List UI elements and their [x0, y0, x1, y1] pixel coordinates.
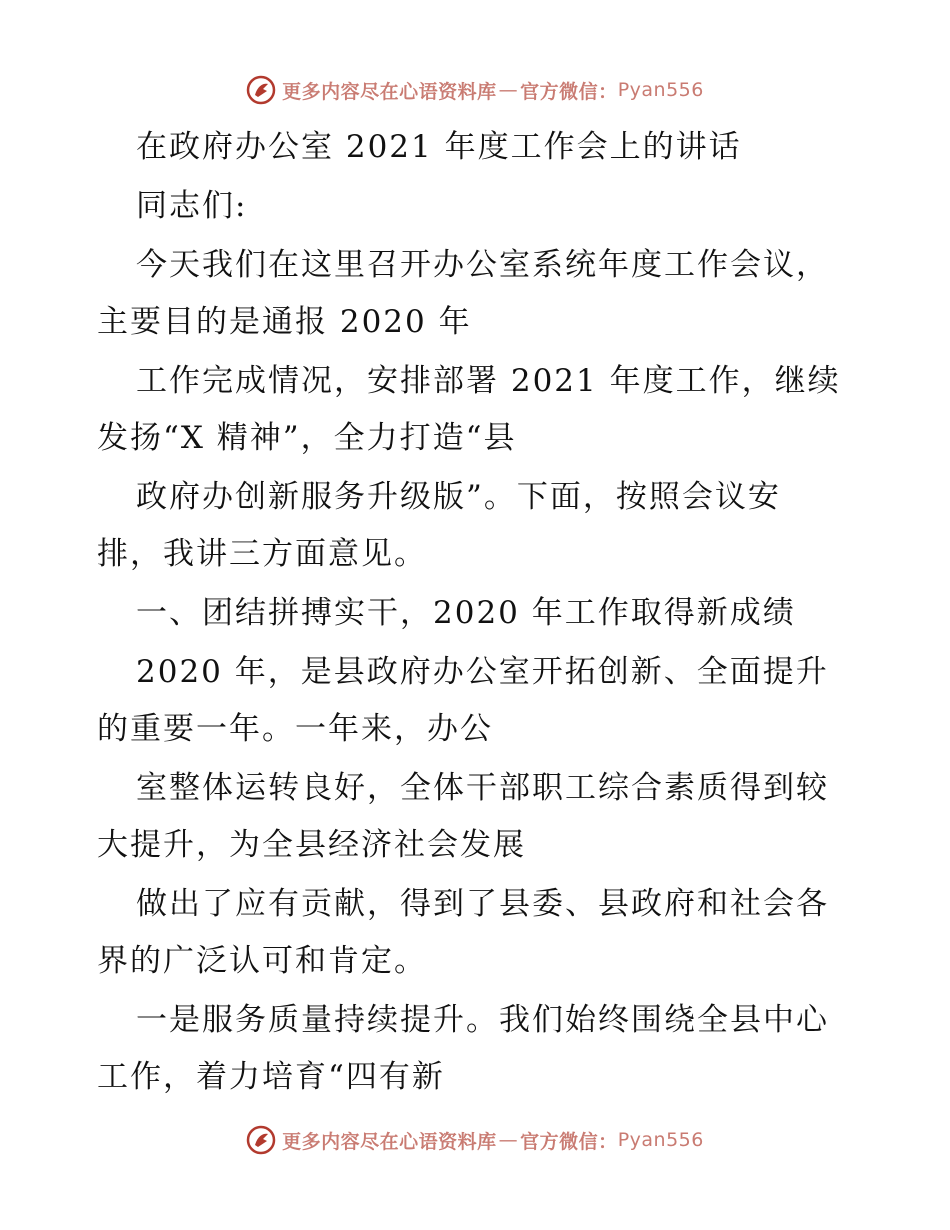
text-line: 一是服务质量持续提升。我们始终围绕全县中心	[136, 1002, 829, 1038]
footer-watermark	[0, 1120, 950, 1160]
text-line: 做出了应有贡献，得到了县委、县政府和社会各	[136, 886, 829, 922]
text-line: 室整体运转良好，全体干部职工综合素质得到较	[136, 770, 829, 806]
text-line: 政府办创新服务升级版”。下面，按照会议安	[136, 479, 781, 515]
watermark-separator: —	[498, 79, 519, 101]
text-line: 大提升，为全县经济社会发展	[97, 827, 526, 863]
text-line: 今天我们在这里召开办公室系统年度工作会议，	[136, 247, 829, 283]
text-line: 同志们:	[136, 188, 248, 224]
text-line: 排，我讲三方面意见。	[97, 536, 427, 572]
watermark-separator: —	[498, 1129, 519, 1151]
logo-icon	[246, 75, 276, 105]
watermark-text: 更多内容尽在心语资料库	[282, 1130, 497, 1153]
watermark-suffix: 官方微信：	[520, 1130, 618, 1153]
watermark-id: Pyan556	[617, 79, 704, 101]
watermark-id: Pyan556	[617, 1129, 704, 1151]
text-line: 主要目的是通报 2020 年	[97, 304, 472, 340]
section-heading: 一、团结拼搏实干，2020 年工作取得新成绩	[136, 595, 796, 631]
text-line: 工作完成情况，安排部署 2021 年度工作，继续	[136, 363, 841, 399]
watermark-text: 更多内容尽在心语资料库	[282, 80, 497, 103]
text-line: 的重要一年。一年来，办公	[97, 711, 493, 747]
text-line: 发扬“X 精神”，全力打造“县	[97, 420, 517, 456]
text-line: 工作，着力培育“四有新	[97, 1059, 445, 1095]
document-title: 在政府办公室 2021 年度工作会上的讲话	[136, 129, 742, 165]
watermark-suffix: 官方微信：	[520, 80, 618, 103]
text-line: 界的广泛认可和肯定。	[97, 943, 427, 979]
header-watermark	[0, 70, 950, 110]
text-line: 2020 年，是县政府办公室开拓创新、全面提升	[136, 654, 829, 690]
logo-icon	[246, 1125, 276, 1155]
